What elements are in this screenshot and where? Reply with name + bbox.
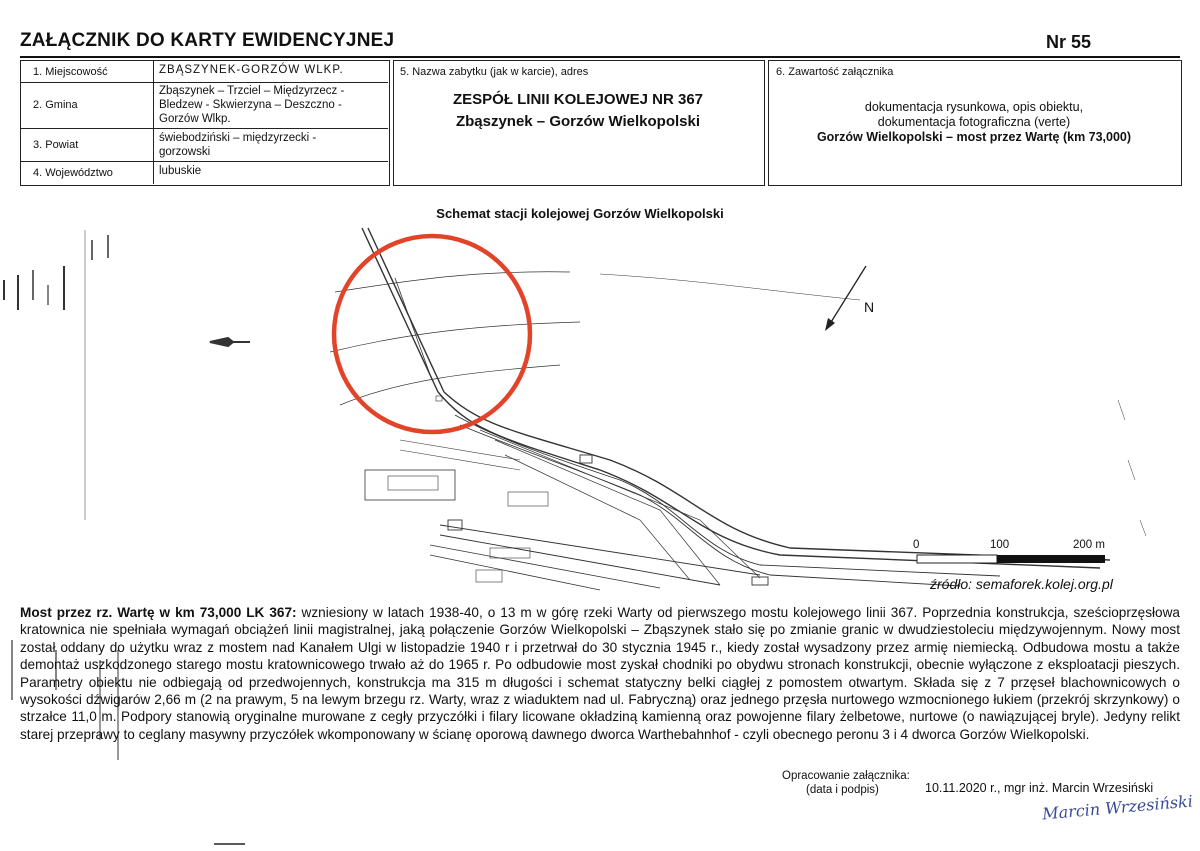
contents-line-1: dokumentacja rysunkowa, opis obiektu, xyxy=(864,100,1084,114)
figure-caption: Schemat stacji kolejowej Gorzów Wielkopolski xyxy=(436,206,724,221)
figure-source: źródło: semaforek.kolej.org.pl xyxy=(930,576,1113,592)
prep-value: 10.11.2020 r., mgr inż. Marcin Wrzesiński xyxy=(925,781,1154,795)
north-label: N xyxy=(864,299,875,315)
voivodeship-label: 4. Województwo xyxy=(33,167,113,179)
monument-name: ZESPÓŁ LINII KOLEJOWEJ NR 367 xyxy=(452,91,704,108)
contents-label: 6. Zawartość załącznika xyxy=(776,66,894,78)
signature: Marcin Wrzesiński xyxy=(1041,791,1194,824)
scale-label-200: 200 m xyxy=(1073,539,1105,551)
commune-label: 2. Gmina xyxy=(33,99,78,111)
commune-value: Zbąszynek – Trzciel – Międzyrzecz - Bledzew - Skwierzyna – Deszczno - Gorzów Wlkp. xyxy=(159,85,345,125)
prep-sublabel: (data i podpis) xyxy=(806,784,879,796)
scale-label-100: 100 xyxy=(990,539,1010,551)
description-lead: Most przez rz. Wartę w km 73,000 LK 367: xyxy=(20,605,297,620)
description-body: wzniesiony w latach 1938-40, o 13 m w górę rzeki Warty od pierwszego mostu kolejowego linii 367. Poprzednia konstrukcja, sześcioprzęsłowa kratownica nie spełniała wymagań obciążeń linii magistralnej, jaką połączenie Gorzów Wielkopolski – Zbąszynek stało się po zmianie granic w dwudziestoleciu międzywojennym. Nowy most został oddany do użytku wraz z mostem nad Kanałem Ulgi w listopadzie 1940 r i przetrwał do 30 stycznia 1945 r., kiedy został wysadzony przez armię niemiecką. Odbudowa mostu a także demontaż uszkodzonego starego mostu kratownicowego trwało aż do 1965 r. Po odbudowie most zyskał chodniki po obydwu stronach konstrukcji, obecnie wyłączone z eksploatacji pieszych. Parametry obiektu nie odbiegają od przedwojennych, konstrukcja ma 315 m długości i schemat statyczny belki ciągłej z pomostem otwartym. Składa się z 7 przęseł blachownicowych o wysokości dźwigarów 2,66 m (2 na prawym, 5 na lewym brzegu rz. Warty, wraz z wiaduktem nad ul. Fabryczną) oraz jednego przęsła nurtowego wzmocnionego łukiem (przekrój skrzynkowy) o strzałce 11,0 m. Podpory stanowią oryginalne murowane z cegły przyczółki i filary licowane okładziną kamienną oraz powojenne filary żelbetowe, nurtowe (o nawiązującej bryle). Jedyny relikt starej przeprawy to ceglany masywny przyczółek wkomponowany w ścianę oporową dawnego dworca Warthebahnhof - czyli obecnego peronu 3 i 4 dworca Gorzów Wielkopolski. xyxy=(20,605,1180,742)
document-number: Nr 55 xyxy=(1046,32,1092,52)
county-value: świebodziński – międzyrzecki - gorzowski xyxy=(159,132,317,158)
document-title: ZAŁĄCZNIK DO KARTY EWIDENCYJNEJ xyxy=(20,30,395,51)
prep-label: Opracowanie załącznika: xyxy=(782,770,910,782)
scale-label-0: 0 xyxy=(913,539,920,551)
locality-value: ZBĄSZYNEK-GORZÓW WLKP. xyxy=(159,64,344,76)
contents-line-2: dokumentacja fotograficzna (verte) xyxy=(877,115,1071,129)
scan-mark xyxy=(210,338,250,346)
monument-label: 5. Nazwa zabytku (jak w karcie), adres xyxy=(400,66,589,78)
description-paragraph xyxy=(20,604,1180,743)
bridge-highlight-circle xyxy=(334,236,530,432)
locality-label: 1. Miejscowość xyxy=(33,66,108,78)
voivodeship-value: lubuskie xyxy=(159,165,202,177)
monument-route: Zbąszynek – Gorzów Wielkopolski xyxy=(455,113,701,130)
railway-tracks xyxy=(330,228,1146,590)
scale-bar xyxy=(917,555,1105,563)
contents-line-3: Gorzów Wielkopolski – most przez Wartę (km 73,000) xyxy=(816,130,1132,144)
north-arrow xyxy=(825,266,866,331)
county-label: 3. Powiat xyxy=(33,139,79,151)
